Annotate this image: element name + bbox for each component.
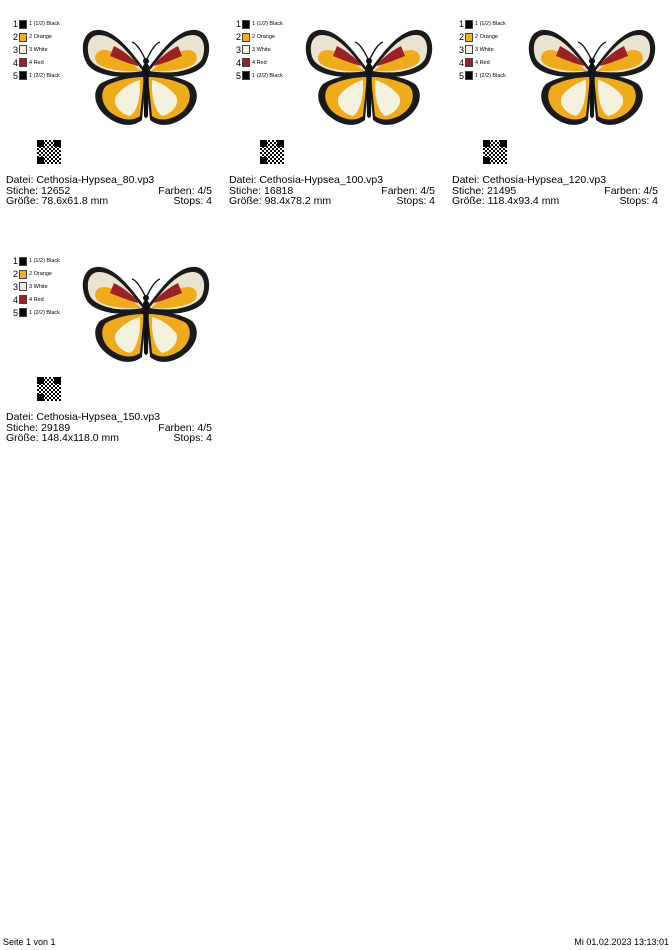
design-card-1	[6, 16, 212, 216]
qr-code-icon	[37, 377, 61, 401]
legend-label: 1 (1/2) Black	[29, 21, 60, 28]
design-card-2	[229, 16, 435, 216]
legend-number: 1	[12, 19, 18, 30]
stitch-count: Stiche: 29189	[6, 421, 71, 434]
legend-row	[232, 56, 283, 69]
design-size: Größe: 118.4x93.4 mm	[452, 195, 560, 207]
qr-code-icon	[37, 140, 61, 164]
color-swatch-black	[19, 20, 27, 29]
color-swatch-orange	[19, 270, 27, 279]
legend-number: 2	[12, 32, 18, 43]
stitch-count: Stiche: 12652	[6, 184, 71, 197]
legend-row	[455, 69, 506, 82]
legend-label: 4 Red	[252, 59, 267, 66]
color-swatch-black	[242, 20, 250, 29]
legend-label: 4 Red	[29, 59, 44, 66]
color-swatch-red	[465, 58, 473, 67]
design-size: Größe: 148.4x118.0 mm	[6, 432, 120, 444]
legend-number: 1	[235, 19, 241, 30]
page-number: Seite 1 von 1	[3, 937, 56, 947]
legend-label: 2 Orange	[252, 34, 275, 41]
color-swatch-white	[465, 45, 473, 54]
legend-label: 3 White	[29, 46, 48, 53]
design-card-3	[452, 16, 658, 216]
legend-label: 3 White	[29, 283, 48, 290]
legend-row	[9, 44, 60, 57]
legend-row	[455, 18, 506, 31]
legend-number: 2	[235, 32, 241, 43]
legend-number: 5	[12, 70, 18, 81]
color-swatch-red	[19, 295, 27, 304]
legend-label: 1 (1/2) Black	[29, 258, 60, 265]
design-info	[229, 175, 435, 207]
legend-row	[455, 56, 506, 69]
file-name: Datei: Cethosia-Hypsea_100.vp3	[229, 174, 384, 186]
legend-label: 2 Orange	[29, 34, 52, 41]
legend-number: 4	[458, 57, 464, 68]
legend-number: 5	[12, 307, 18, 318]
legend-row	[232, 18, 283, 31]
file-name: Datei: Cethosia-Hypsea_120.vp3	[452, 174, 607, 186]
butterfly-embroidery-preview	[76, 253, 216, 369]
color-swatch-orange	[242, 33, 250, 42]
color-swatch-black	[242, 71, 250, 80]
color-swatch-black	[465, 71, 473, 80]
design-info	[6, 175, 212, 207]
legend-label: 4 Red	[29, 296, 44, 303]
print-datetime: Mi 01.02.2023 13:13:01	[574, 937, 669, 947]
legend-label: 1 (1/2) Black	[475, 21, 506, 28]
legend-row	[9, 306, 60, 319]
legend-row	[232, 44, 283, 57]
legend-row	[9, 69, 60, 82]
thread-legend	[232, 18, 283, 82]
legend-label: 3 White	[475, 46, 494, 53]
color-swatch-white	[19, 282, 27, 291]
color-swatch-orange	[465, 33, 473, 42]
legend-number: 4	[12, 57, 18, 68]
design-size: Größe: 78.6x61.8 mm	[6, 195, 109, 207]
qr-code-icon	[483, 140, 507, 164]
legend-label: 3 White	[252, 46, 271, 53]
stitch-count: Stiche: 16818	[229, 184, 294, 197]
butterfly-embroidery-preview	[76, 16, 216, 132]
file-name: Datei: Cethosia-Hypsea_80.vp3	[6, 174, 155, 186]
legend-number: 3	[235, 44, 241, 55]
stop-count: Stops: 4	[173, 195, 212, 207]
legend-number: 2	[12, 269, 18, 280]
legend-number: 4	[235, 57, 241, 68]
legend-label: 1 (2/2) Black	[29, 72, 60, 79]
stop-count: Stops: 4	[173, 432, 212, 444]
legend-row	[232, 31, 283, 44]
color-swatch-black	[19, 71, 27, 80]
color-count: Farben: 4/5	[604, 184, 658, 197]
legend-row	[9, 293, 60, 306]
legend-number: 1	[458, 19, 464, 30]
stop-count: Stops: 4	[619, 195, 658, 207]
legend-number: 5	[235, 70, 241, 81]
legend-row	[9, 31, 60, 44]
legend-number: 1	[12, 256, 18, 267]
legend-number: 5	[458, 70, 464, 81]
design-info	[6, 412, 212, 444]
thread-legend	[9, 18, 60, 82]
butterfly-embroidery-preview	[522, 16, 662, 132]
legend-row	[9, 268, 60, 281]
legend-row	[9, 56, 60, 69]
legend-row	[455, 44, 506, 57]
color-swatch-red	[242, 58, 250, 67]
design-info	[452, 175, 658, 207]
color-count: Farben: 4/5	[381, 184, 435, 197]
legend-label: 1 (2/2) Black	[252, 72, 283, 79]
butterfly-embroidery-preview	[299, 16, 439, 132]
legend-label: 2 Orange	[475, 34, 498, 41]
color-swatch-white	[19, 45, 27, 54]
legend-row	[455, 31, 506, 44]
color-swatch-black	[19, 257, 27, 266]
legend-row	[9, 255, 60, 268]
color-swatch-orange	[19, 33, 27, 42]
legend-number: 2	[458, 32, 464, 43]
legend-number: 3	[458, 44, 464, 55]
color-swatch-black	[19, 308, 27, 317]
color-swatch-red	[19, 58, 27, 67]
color-count: Farben: 4/5	[158, 421, 212, 434]
color-swatch-black	[465, 20, 473, 29]
color-count: Farben: 4/5	[158, 184, 212, 197]
legend-row	[9, 18, 60, 31]
legend-row	[232, 69, 283, 82]
color-swatch-white	[242, 45, 250, 54]
legend-label: 2 Orange	[29, 271, 52, 278]
legend-row	[9, 281, 60, 294]
design-size: Größe: 98.4x78.2 mm	[229, 195, 332, 207]
qr-code-icon	[260, 140, 284, 164]
design-card-4	[6, 253, 212, 453]
legend-number: 3	[12, 44, 18, 55]
legend-label: 1 (2/2) Black	[29, 309, 60, 316]
legend-label: 1 (1/2) Black	[252, 21, 283, 28]
file-name: Datei: Cethosia-Hypsea_150.vp3	[6, 411, 161, 423]
legend-number: 3	[12, 281, 18, 292]
thread-legend	[9, 255, 60, 319]
thread-legend	[455, 18, 506, 82]
legend-label: 1 (2/2) Black	[475, 72, 506, 79]
legend-number: 4	[12, 294, 18, 305]
stop-count: Stops: 4	[396, 195, 435, 207]
legend-label: 4 Red	[475, 59, 490, 66]
stitch-count: Stiche: 21495	[452, 184, 517, 197]
